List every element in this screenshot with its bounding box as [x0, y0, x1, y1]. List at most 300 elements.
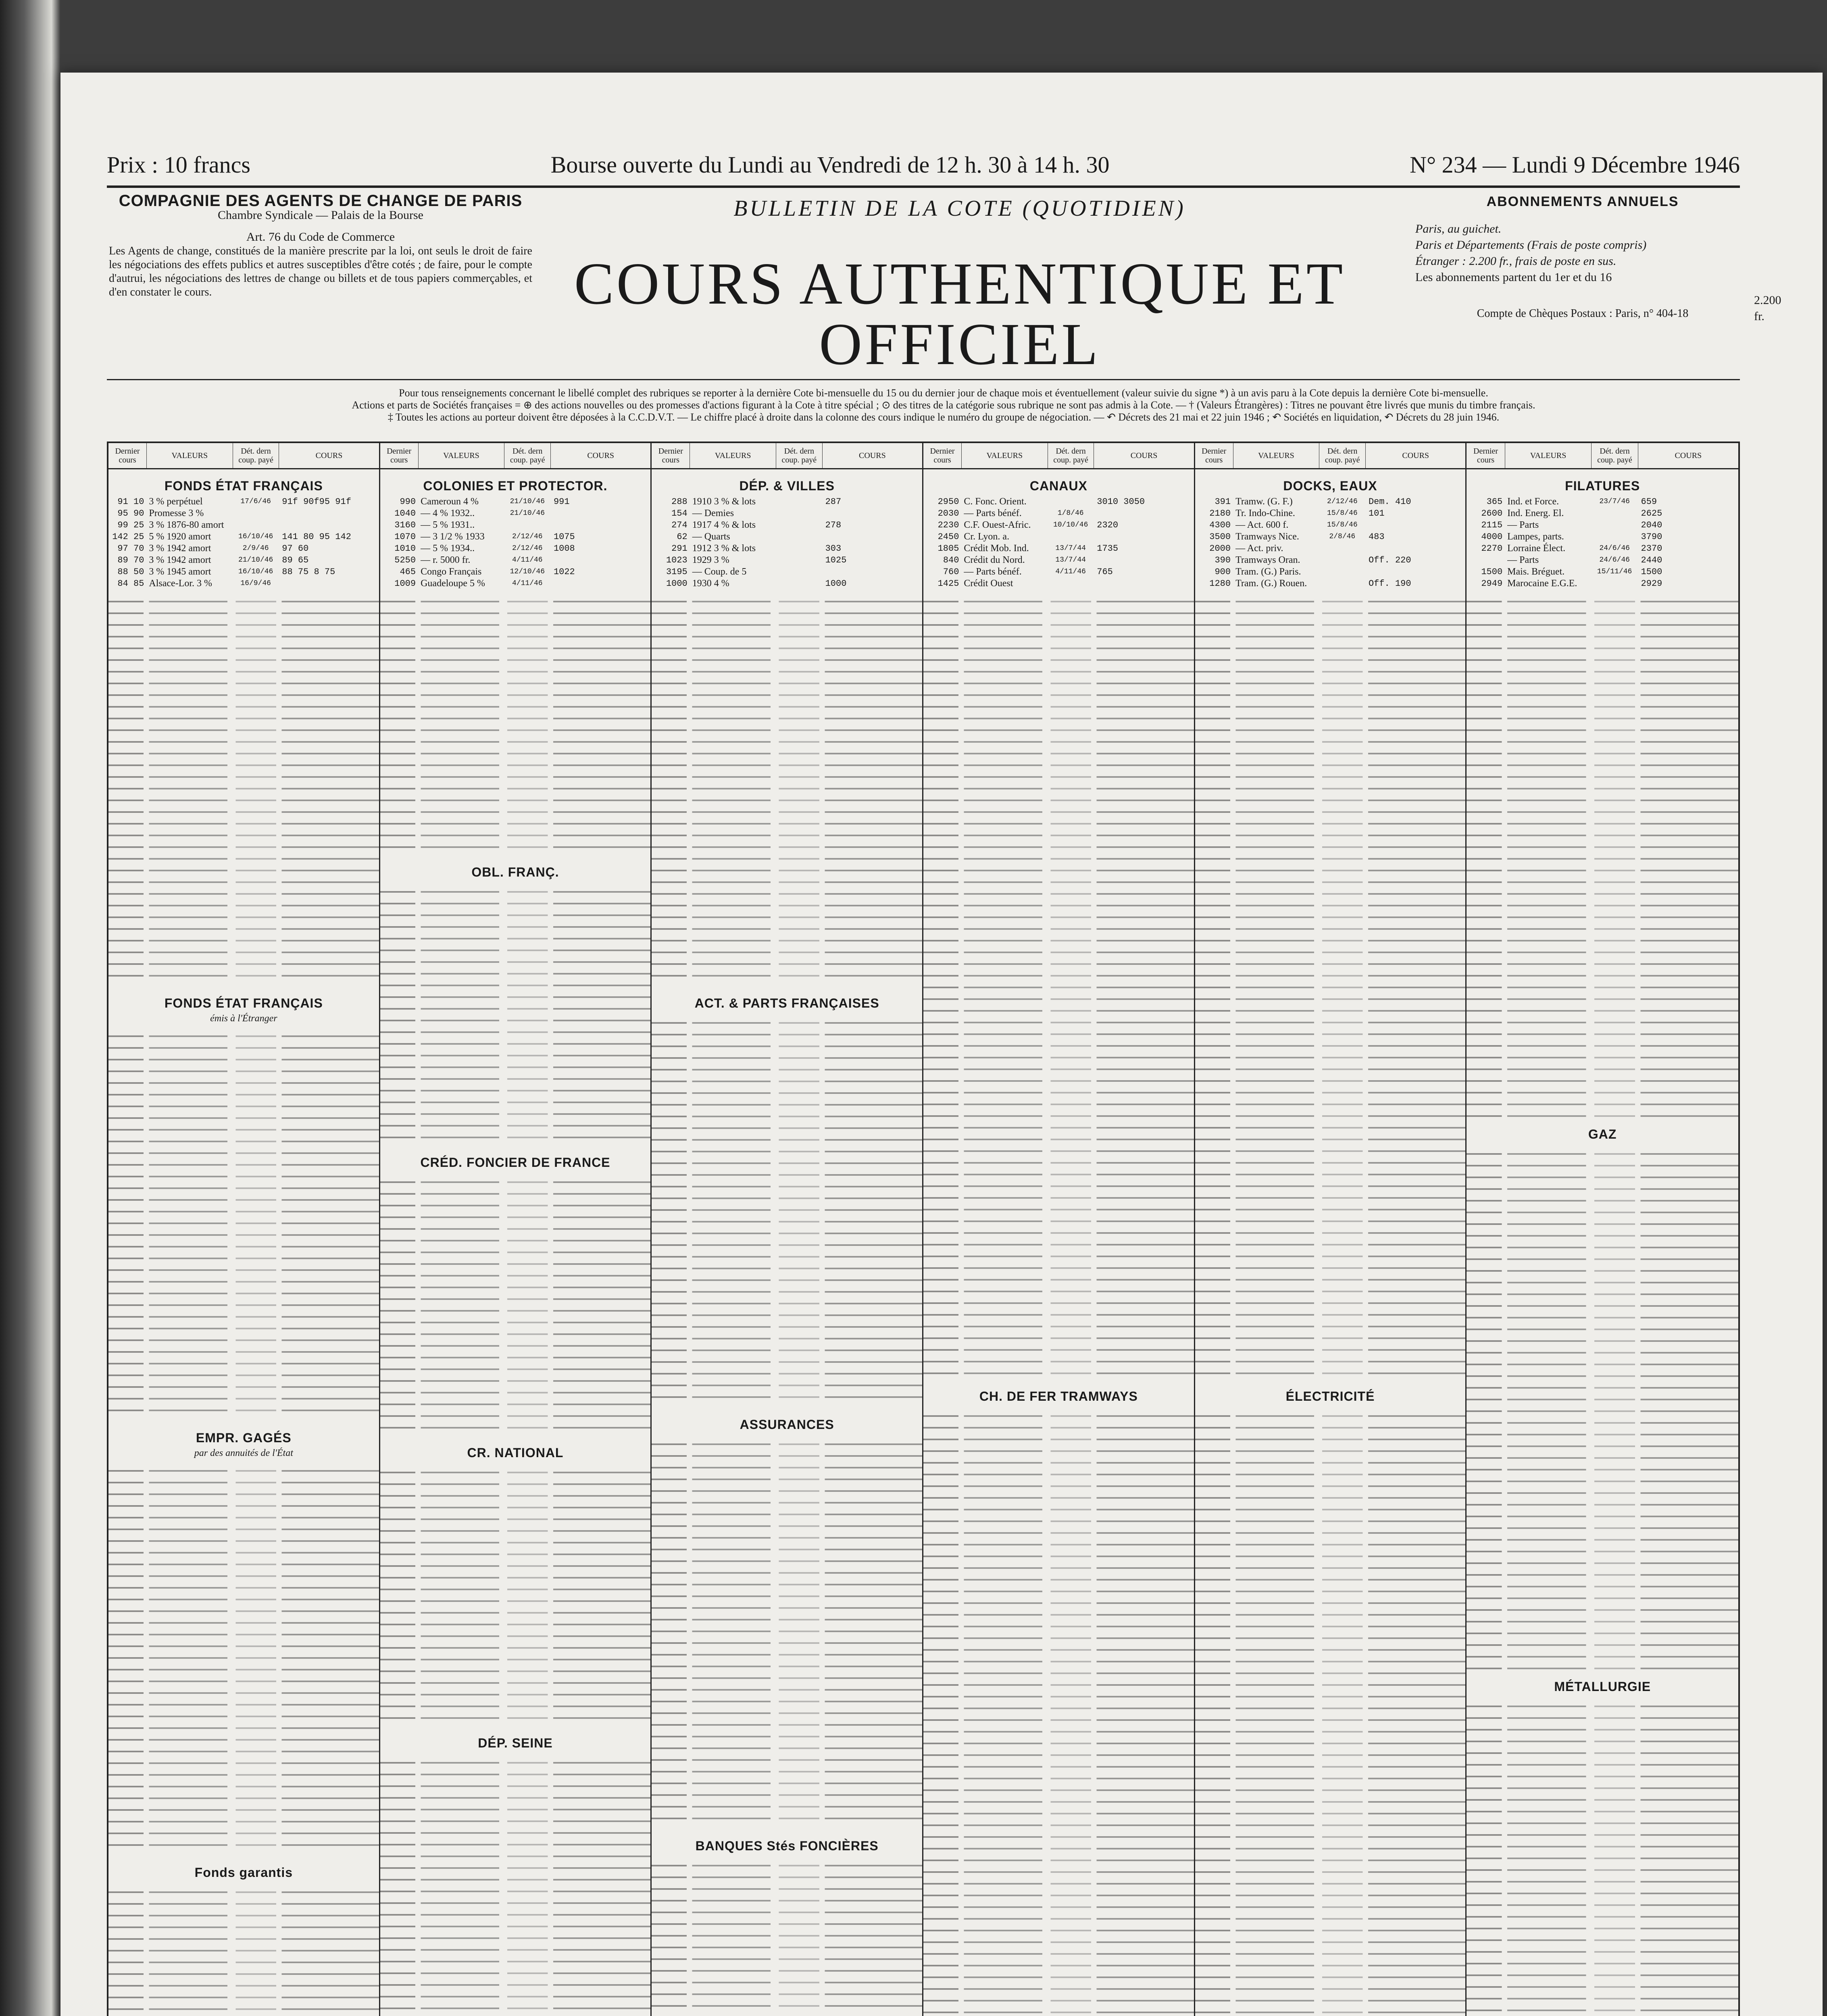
quote-row — [923, 508, 1194, 519]
coupon-date — [233, 508, 279, 519]
coupon-date — [1048, 531, 1094, 543]
quote: 2440 — [1641, 555, 1662, 565]
issue-number: N° 234 — Lundi 9 Décembre 1946 — [1410, 152, 1740, 178]
quote-row — [108, 578, 379, 589]
dense-quote-lines — [652, 1015, 922, 1408]
quote-row — [108, 519, 379, 531]
last-price: 2230 — [937, 520, 959, 530]
last-price: 89 70 — [117, 555, 144, 565]
column-header-coupon: Dét. dern coup. payé — [776, 443, 823, 468]
column-header-last: Dernier cours — [652, 443, 690, 468]
coupon-date: 10/10/46 — [1053, 521, 1088, 529]
column-header-cours: COURS — [859, 451, 886, 460]
security-name: Crédit Mob. Ind. — [964, 543, 1029, 554]
last-price: 142 25 — [112, 532, 144, 542]
last-price: 274 — [671, 520, 687, 530]
quote: 3010 3050 — [1097, 497, 1145, 507]
quote-row — [923, 531, 1194, 543]
quote: Off. 220 — [1368, 555, 1411, 565]
quote: 3790 — [1641, 532, 1662, 542]
quote: 2625 — [1641, 508, 1662, 519]
security-name: Cr. Lyon. a. — [964, 531, 1010, 542]
last-price: 2030 — [937, 508, 959, 519]
section-title: ÉLECTRICITÉ — [1285, 1389, 1375, 1404]
quote — [550, 578, 650, 589]
security-name: Tramways Oran. — [1235, 555, 1300, 565]
security-name: — 3 1/2 % 1933 — [421, 531, 485, 542]
article-text: Les Agents de change, constitués de la manière prescrite par la loi, ont seuls le droit de faire les négociations des effets publics et autres susceptibles d'être cotés ; de faire, pour le compte d'autrui, les négociations des lettres de change ou billets et de tous papiers commerçables, et d'en constater le cours. — [109, 245, 532, 298]
dense-quote-lines — [380, 594, 651, 856]
quote-row — [108, 508, 379, 519]
security-name: 1910 3 % & lots — [692, 496, 756, 507]
quote: 2370 — [1641, 544, 1662, 554]
quote-column — [1195, 443, 1467, 2016]
quote-row — [108, 554, 379, 566]
column-header-values: VALEURS — [1505, 443, 1592, 468]
coupon-date: 23/7/46 — [1599, 498, 1630, 506]
last-price: 1000 — [666, 579, 687, 589]
security-name: — 5 % 1931.. — [421, 520, 475, 530]
column-header-last: Dernier cours — [923, 443, 962, 468]
quote-row — [652, 543, 922, 554]
quote-row — [652, 496, 922, 508]
column-header-cours: COURS — [315, 451, 343, 460]
dense-quote-lines — [652, 1858, 922, 2016]
coupon-date — [1592, 519, 1638, 531]
section-title: EMPR. GAGÉS — [196, 1431, 292, 1445]
last-price: 88 50 — [117, 567, 144, 577]
quote-row — [380, 508, 651, 519]
coupon-date — [776, 578, 822, 589]
quote: 1075 — [553, 532, 575, 542]
postal-account: Compte de Chèques Postaux : Paris, n° 404-18 — [1477, 307, 1689, 320]
quote — [1094, 531, 1194, 543]
security-name: 1929 3 % — [692, 555, 729, 565]
quote-row — [1467, 508, 1738, 519]
security-name: 3 % 1942 amort — [149, 555, 211, 565]
quote: 1008 — [553, 544, 575, 554]
quote-row — [108, 496, 379, 508]
last-price: 97 70 — [117, 544, 144, 554]
coupon-date: 2/12/46 — [512, 533, 543, 541]
security-name: Tramways Nice. — [1235, 531, 1299, 542]
column-header-cours: COURS — [587, 451, 615, 460]
dense-quote-lines — [108, 1463, 379, 1856]
quote-row — [923, 496, 1194, 508]
column-header-coupon: Dét. dern coup. payé — [504, 443, 551, 468]
coupon-date — [1592, 508, 1638, 519]
coupon-date — [776, 531, 822, 543]
quote-row — [108, 566, 379, 578]
quote: 287 — [825, 497, 842, 507]
section-title: CR. NATIONAL — [467, 1445, 564, 1460]
dense-quote-lines — [1195, 594, 1466, 1380]
security-name: — Coup. de 5 — [692, 566, 747, 577]
quote: 1025 — [825, 555, 847, 565]
coupon-date — [776, 519, 822, 531]
quotation-grid — [107, 442, 1740, 2016]
last-price: 2000 — [1209, 544, 1231, 554]
security-name: Ind. Energ. El. — [1507, 508, 1564, 519]
security-name: 3 % 1876-80 amort — [149, 520, 224, 530]
column-header — [1467, 443, 1738, 469]
quote — [279, 519, 379, 531]
quote-row — [652, 578, 922, 589]
bulletin-title: BULLETIN DE LA COTE (QUOTIDIEN) — [733, 196, 1186, 221]
quote-row — [652, 554, 922, 566]
security-name: Tram. (G.) Paris. — [1235, 566, 1301, 577]
quote — [1365, 543, 1465, 554]
quote-column — [108, 443, 380, 2016]
quote-row — [1195, 578, 1466, 589]
section-title: GAZ — [1588, 1127, 1617, 1141]
security-name: Congo Français — [421, 566, 482, 577]
coupon-date: 15/8/46 — [1327, 509, 1358, 517]
column-header-values: VALEURS — [419, 443, 505, 468]
security-name: Tramw. (G. F.) — [1235, 496, 1293, 507]
quote — [550, 554, 650, 566]
subscriptions-title: ABONNEMENTS ANNUELS — [1486, 194, 1679, 209]
note-3: ‡ Toutes les actions au porteur doivent être déposées à la C.C.D.V.T. — Le chiffre placé à droite dans la colonne des cours indique le numéro du groupe de négociation. — ↶ Décrets des 21 mai et 22 juin 1946 ; ↶ Sociétés en liquidation, ↶ Décrets du 28 juin 1946. — [387, 411, 1500, 423]
coupon-date — [1592, 578, 1638, 589]
masthead — [536, 196, 1383, 375]
security-name: 3 % 1942 amort — [149, 543, 211, 554]
dense-quote-lines — [652, 1436, 922, 1829]
coupon-date — [776, 543, 822, 554]
last-price: 1040 — [394, 508, 416, 519]
column-header — [108, 443, 379, 469]
security-name: — Parts bénéf. — [964, 508, 1022, 519]
subscriptions-block — [1415, 194, 1781, 323]
last-price: 2180 — [1209, 508, 1231, 519]
quote-column — [652, 443, 923, 2016]
security-name: — Act. priv. — [1235, 543, 1283, 554]
last-price: 900 — [1215, 567, 1231, 577]
coupon-date — [1319, 566, 1365, 578]
dense-quote-lines — [1467, 594, 1738, 1118]
notes-block — [157, 387, 1730, 423]
last-price: 3195 — [666, 567, 687, 577]
coupon-date: 2/9/46 — [242, 544, 269, 552]
quote: 659 — [1641, 497, 1657, 507]
quote-row — [1195, 531, 1466, 543]
section-title: FONDS ÉTAT FRANÇAIS — [164, 479, 323, 493]
coupon-date: 16/10/46 — [238, 568, 273, 576]
security-name: — r. 5000 fr. — [421, 555, 471, 565]
column-header-cours: COURS — [1130, 451, 1158, 460]
top-rule — [107, 185, 1740, 188]
coupon-date — [776, 508, 822, 519]
dense-quote-lines — [1467, 1698, 1738, 2016]
last-price: 990 — [400, 497, 416, 507]
quote-row — [380, 531, 651, 543]
last-price — [1467, 554, 1505, 566]
coupon-date: 1/8/46 — [1057, 509, 1084, 517]
quote — [822, 531, 922, 543]
quote: 1500 — [1641, 567, 1662, 577]
coupon-date: 21/10/46 — [510, 509, 545, 517]
quote — [279, 508, 379, 519]
quote-row — [652, 531, 922, 543]
last-price: 1010 — [394, 544, 416, 554]
quote-row — [380, 554, 651, 566]
quote-row — [1195, 566, 1466, 578]
quote — [822, 508, 922, 519]
coupon-date: 4/11/46 — [1055, 568, 1086, 576]
coupon-date: 4/11/46 — [512, 579, 543, 587]
dense-quote-lines — [380, 884, 651, 1146]
quote-row — [652, 508, 922, 519]
last-price: 390 — [1215, 555, 1231, 565]
security-name: Tr. Indo-Chine. — [1235, 508, 1295, 519]
quote: 89 65 — [282, 555, 309, 565]
column-header-coupon: Dét. dern coup. payé — [1048, 443, 1094, 468]
coupon-date — [1048, 496, 1094, 508]
column-header-coupon: Dét. dern coup. payé — [1592, 443, 1638, 468]
quote-row — [380, 496, 651, 508]
dense-quote-lines — [380, 1174, 651, 1436]
last-price: 365 — [1486, 497, 1503, 507]
column-header — [380, 443, 651, 469]
column-header-coupon: Dét. dern coup. payé — [233, 443, 279, 468]
coupon-date: 16/10/46 — [238, 533, 273, 541]
dense-quote-lines — [652, 594, 922, 987]
section-title: ASSURANCES — [740, 1417, 834, 1432]
quote-row — [108, 531, 379, 543]
quote — [1365, 566, 1465, 578]
quote — [279, 578, 379, 589]
quote-column — [923, 443, 1195, 2016]
coupon-date: 21/10/46 — [238, 556, 273, 564]
dense-quote-lines — [108, 1028, 379, 1421]
column-header — [1195, 443, 1466, 469]
security-name: 5 % 1920 amort — [149, 531, 211, 542]
quote: 2040 — [1641, 520, 1662, 530]
security-name: Ind. et Force. — [1507, 496, 1559, 507]
binding-edge — [0, 0, 60, 2016]
subscription-price: 2.200 fr. — [1754, 294, 1781, 323]
quote-row — [1195, 496, 1466, 508]
coupon-date — [1592, 531, 1638, 543]
section-title: BANQUES Stés FONCIÈRES — [695, 1839, 879, 1853]
security-name: — Act. 600 f. — [1235, 520, 1289, 530]
coupon-date: 24/6/46 — [1599, 556, 1630, 564]
coupon-date: 24/6/46 — [1599, 544, 1630, 552]
last-price: 2600 — [1481, 508, 1503, 519]
quote: 1022 — [553, 567, 575, 577]
last-price: 62 — [677, 532, 687, 542]
last-price: 1805 — [937, 544, 959, 554]
column-header-last: Dernier cours — [1467, 443, 1505, 468]
security-name: Cameroun 4 % — [421, 496, 479, 507]
quote-row — [923, 554, 1194, 566]
last-price: 2949 — [1481, 579, 1503, 589]
security-name: Crédit du Nord. — [964, 555, 1025, 565]
quote-row — [652, 519, 922, 531]
coupon-date — [1319, 554, 1365, 566]
coupon-date: 16/9/46 — [240, 579, 271, 587]
coupon-date: 2/12/46 — [1327, 498, 1358, 506]
quote-row — [1195, 543, 1466, 554]
quote: 91f 90f95 91f — [282, 497, 351, 507]
section-subtitle: émis à l'Étranger — [210, 1013, 277, 1024]
security-name: C.F. Ouest-Afric. — [964, 520, 1031, 530]
article-ref: Art. 76 du Code de Commerce — [246, 230, 395, 244]
dense-quote-lines — [923, 594, 1194, 1380]
coupon-date: 2/12/46 — [512, 544, 543, 552]
quote-row — [380, 519, 651, 531]
last-price: 3500 — [1209, 532, 1231, 542]
dense-quote-lines — [380, 1464, 651, 1727]
last-price: 840 — [943, 555, 959, 565]
column-header-last: Dernier cours — [1195, 443, 1233, 468]
main-title: COURS AUTHENTIQUE ET OFFICIEL — [574, 251, 1346, 377]
last-price: 4000 — [1481, 532, 1503, 542]
security-name: Guadeloupe 5 % — [421, 578, 485, 589]
quote-row — [108, 543, 379, 554]
security-name: — 4 % 1932.. — [421, 508, 475, 519]
coupon-date: 15/11/46 — [1597, 568, 1632, 576]
dense-quote-lines — [923, 1408, 1194, 2016]
top-line — [107, 151, 1740, 178]
quote: 88 75 8 75 — [282, 567, 335, 577]
coupon-date — [776, 554, 822, 566]
section-title: FONDS ÉTAT FRANÇAIS — [164, 996, 323, 1010]
last-price: 2950 — [937, 497, 959, 507]
coupon-date — [1319, 543, 1365, 554]
security-name: Mais. Bréguet. — [1507, 566, 1565, 577]
quote: 1000 — [825, 579, 847, 589]
coupon-date: 2/8/46 — [1329, 533, 1356, 541]
quote-row — [652, 566, 922, 578]
quote — [550, 508, 650, 519]
newspaper-page — [60, 73, 1823, 2016]
last-price: 1070 — [394, 532, 416, 542]
last-price: 1023 — [666, 555, 687, 565]
coupon-date — [504, 519, 550, 531]
security-name: — 5 % 1934.. — [421, 543, 475, 554]
last-price: 1425 — [937, 579, 959, 589]
quote — [1094, 578, 1194, 589]
last-price: 291 — [671, 544, 687, 554]
section-title: CH. DE FER TRAMWAYS — [979, 1389, 1138, 1404]
coupon-date — [233, 519, 279, 531]
security-name: 3 % perpétuel — [149, 496, 203, 507]
last-price: 91 10 — [117, 497, 144, 507]
quote — [1094, 554, 1194, 566]
quote: 141 80 95 142 — [282, 532, 351, 542]
publisher-block — [109, 194, 532, 299]
last-price: 5250 — [394, 555, 416, 565]
sub-line-1: Paris, au guichet. — [1415, 222, 1502, 235]
security-name: — Parts bénéf. — [964, 566, 1022, 577]
section-title: Fonds garantis — [194, 1865, 293, 1880]
last-price: 84 85 — [117, 579, 144, 589]
coupon-date — [1319, 578, 1365, 589]
last-price: 3160 — [394, 520, 416, 530]
last-price: 2450 — [937, 532, 959, 542]
coupon-date — [776, 566, 822, 578]
sub-line-3: Étranger : 2.200 fr., frais de poste en sus. — [1415, 254, 1617, 268]
column-header-values: VALEURS — [962, 443, 1048, 468]
coupon-date: 15/8/46 — [1327, 521, 1358, 529]
security-name: Tram. (G.) Rouen. — [1235, 578, 1307, 589]
section-subtitle: par des annuités de l'État — [194, 1448, 293, 1458]
security-name: 1917 4 % & lots — [692, 520, 756, 530]
quote-row — [1467, 531, 1738, 543]
quote-row — [923, 578, 1194, 589]
coupon-date: 4/11/46 — [512, 556, 543, 564]
column-header-coupon: Dét. dern coup. payé — [1319, 443, 1366, 468]
quote-row — [1467, 578, 1738, 589]
security-name: Marocaine E.G.E. — [1507, 578, 1577, 589]
security-name: C. Fonc. Orient. — [964, 496, 1027, 507]
notes-rule — [107, 379, 1740, 380]
quote-row — [1195, 554, 1466, 566]
quote: 765 — [1097, 567, 1113, 577]
section-title: CRÉD. FONCIER DE FRANCE — [420, 1155, 610, 1170]
last-price: 1009 — [394, 579, 416, 589]
quote: 2929 — [1641, 579, 1662, 589]
section-title: DÉP. SEINE — [478, 1736, 553, 1750]
publisher-sub: Chambre Syndicale — Palais de la Bourse — [218, 208, 423, 222]
section-title: CANAUX — [1029, 479, 1087, 493]
quote-row — [923, 543, 1194, 554]
security-name: Crédit Ouest — [964, 578, 1013, 589]
coupon-date: 17/6/46 — [240, 498, 271, 506]
quote-row — [1467, 554, 1738, 566]
price: Prix : 10 francs — [107, 152, 250, 178]
note-1: Pour tous renseignements concernant le libellé complet des rubriques se reporter à la dernière Cote bi-mensuelle du 15 ou du dernier jour de chaque mois et éventuellement (valeur suivie du signe *) à un avis paru à la Cote depuis la dernière Cote bi-mensuelle. — [399, 387, 1488, 399]
last-price: 2115 — [1481, 520, 1503, 530]
last-price: 760 — [943, 567, 959, 577]
last-price: 2270 — [1481, 544, 1503, 554]
quote: 278 — [825, 520, 842, 530]
coupon-date: 13/7/44 — [1055, 544, 1086, 552]
column-header — [923, 443, 1194, 469]
security-name: Lorraine Élect. — [1507, 543, 1566, 554]
security-name: — Demies — [692, 508, 734, 519]
quote-row — [380, 578, 651, 589]
quote-row — [1195, 508, 1466, 519]
column-header — [652, 443, 922, 469]
quote-row — [1467, 566, 1738, 578]
quote — [550, 519, 650, 531]
coupon-date: 21/10/46 — [510, 498, 545, 506]
security-name: — Parts — [1507, 520, 1539, 530]
column-header-cours: COURS — [1402, 451, 1429, 460]
security-name: 1930 4 % — [692, 578, 729, 589]
section-title: FILATURES — [1565, 479, 1640, 493]
section-title: COLONIES ET PROTECTOR. — [423, 479, 608, 493]
security-name: Alsace-Lor. 3 % — [149, 578, 212, 589]
sub-line-2: Paris et Départements (Frais de poste compris) — [1415, 238, 1647, 252]
quote — [1365, 519, 1465, 531]
section-title: MÉTALLURGIE — [1554, 1679, 1651, 1694]
quote: 2320 — [1097, 520, 1119, 530]
security-name: 1912 3 % & lots — [692, 543, 756, 554]
quote-row — [1467, 519, 1738, 531]
security-name: Lampes, parts. — [1507, 531, 1564, 542]
section-title: DOCKS, EAUX — [1283, 479, 1377, 493]
last-price: 288 — [671, 497, 687, 507]
quote-row — [380, 566, 651, 578]
last-price: 465 — [400, 567, 416, 577]
quote-row — [923, 519, 1194, 531]
section-title: ACT. & PARTS FRANÇAISES — [694, 996, 879, 1010]
quote: 991 — [553, 497, 570, 507]
quote: 1735 — [1097, 544, 1119, 554]
